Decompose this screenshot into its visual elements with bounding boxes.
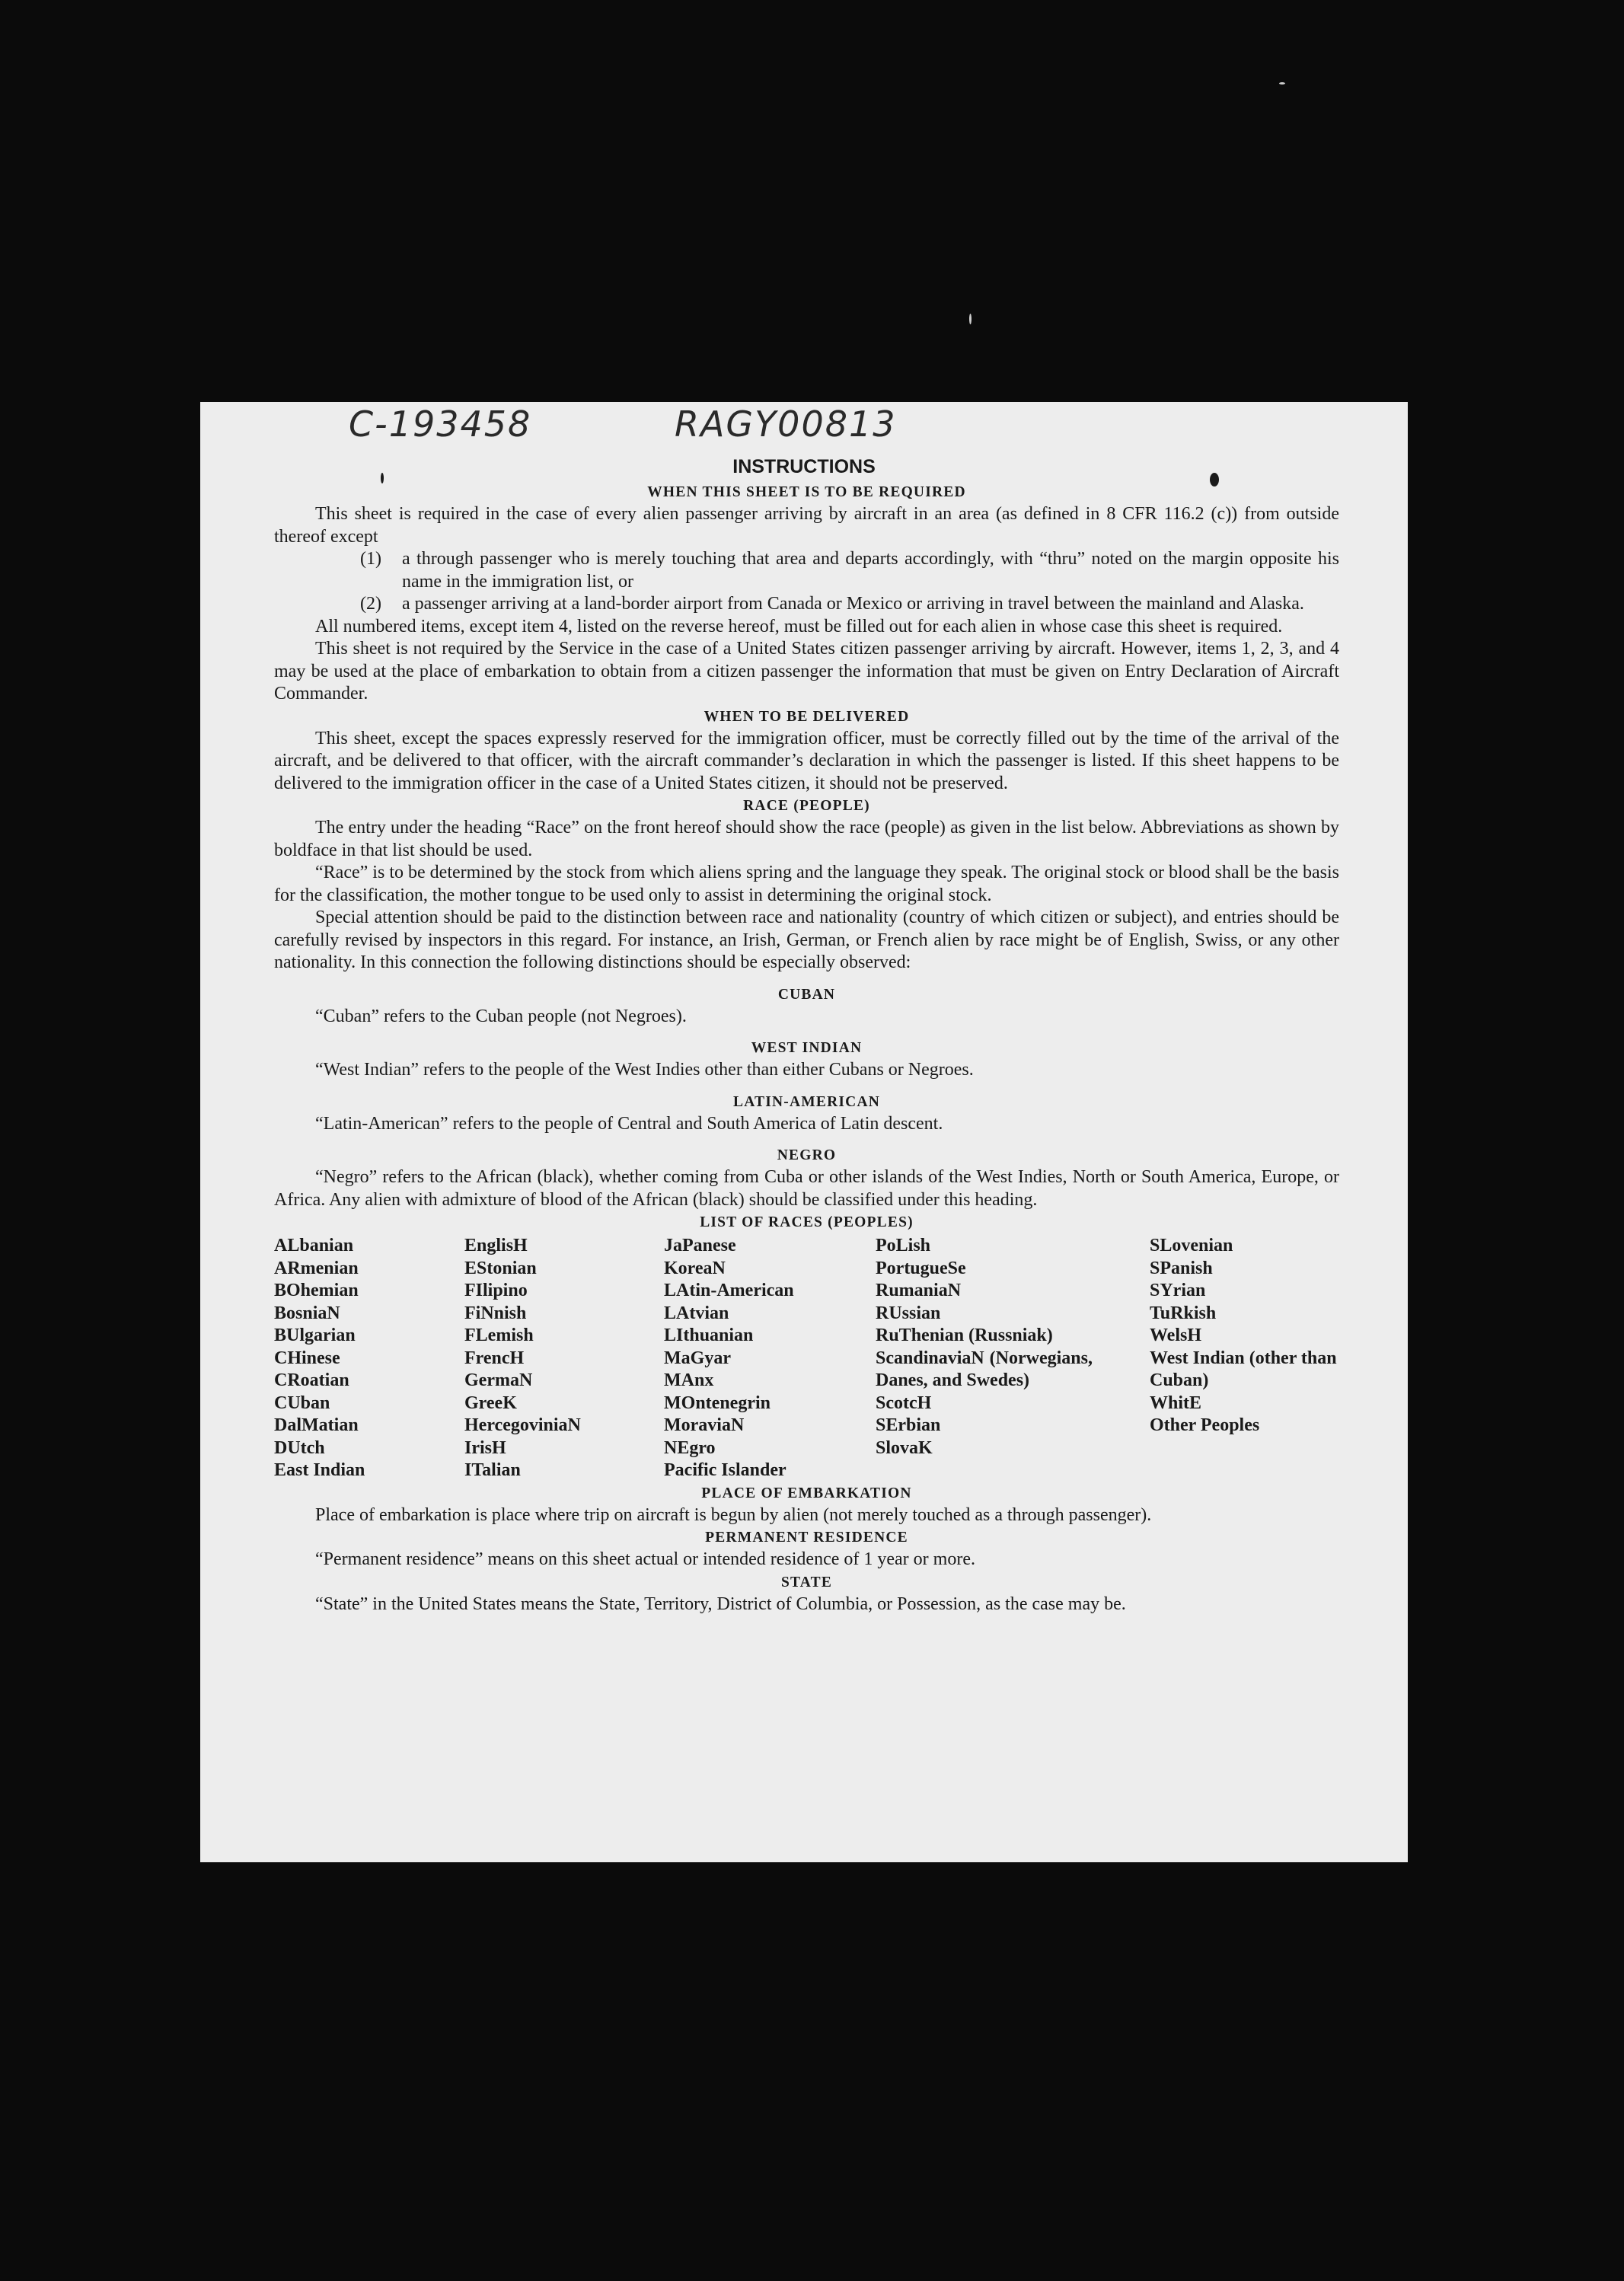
paragraph: Place of embarkation is place where trip on aircraft is begun by alien (not merely touched as a through passenger). xyxy=(315,1504,1152,1525)
race-item: Other Peoples xyxy=(1150,1415,1260,1435)
handwritten-reference-right: RAGY00813 xyxy=(675,404,897,445)
race-item: WelsH xyxy=(1150,1326,1202,1345)
race-item: MOntenegrin xyxy=(664,1393,771,1413)
exception-number: (2) xyxy=(360,594,381,614)
race-item: CRoatian xyxy=(274,1370,349,1390)
race-item: ScotcH xyxy=(876,1393,932,1413)
race-item: BUlgarian xyxy=(274,1326,356,1345)
paragraph: “State” in the United States means the State, Territory, District of Columbia, or Possession, as the case may be. xyxy=(315,1594,1126,1614)
race-item: GermaN xyxy=(464,1370,533,1390)
handwritten-reference-left: C-193458 xyxy=(349,404,532,445)
race-item: HercegoviniaN xyxy=(464,1415,581,1435)
instructions-body xyxy=(274,481,1339,1616)
race-item: TuRkish xyxy=(1150,1303,1217,1323)
section-heading-cuban: CUBAN xyxy=(777,986,836,1003)
exception-item xyxy=(360,593,1339,616)
section-heading-negro: NEGRO xyxy=(777,1147,837,1163)
section-heading-west-indian: WEST INDIAN xyxy=(751,1040,863,1056)
race-item: BosniaN xyxy=(274,1303,340,1323)
section-heading-latin-american: LATIN-AMERICAN xyxy=(732,1093,881,1110)
race-item: ARmenian xyxy=(274,1258,359,1278)
exception-number: (1) xyxy=(360,549,381,569)
race-column xyxy=(1150,1235,1339,1482)
section-heading-race-list: LIST OF RACES (PEOPLES) xyxy=(700,1214,914,1230)
race-item: KoreaN xyxy=(664,1258,726,1278)
exception-text: a through passenger who is merely touching that area and departs accordingly, with “thru” noted on the margin opposite his name in the immigration list, or xyxy=(402,549,1339,592)
race-item: East Indian xyxy=(274,1460,365,1480)
race-item: LAtvian xyxy=(664,1303,729,1323)
race-item: SLovenian xyxy=(1150,1236,1233,1255)
race-item: FrencH xyxy=(464,1348,525,1368)
race-item: FiNnish xyxy=(464,1303,527,1323)
race-item: SlovaK xyxy=(876,1437,933,1458)
paragraph: This sheet is not required by the Service in the case of a United States citizen passenger arriving by aircraft. However, items 1, 2, 3, and 4 may be used at the place of embarkation to obtain from a citizen passenger the information that must be given on Entry Declaration of Aircraft Commander. xyxy=(274,639,1339,703)
race-item: EnglisH xyxy=(464,1236,528,1255)
instruction-sheet xyxy=(200,402,1408,1862)
race-item: CUban xyxy=(274,1393,330,1413)
paragraph: “Latin-American” refers to the people of Central and South America of Latin descent. xyxy=(315,1113,943,1134)
race-item: DUtch xyxy=(274,1437,325,1458)
race-item: PoLish xyxy=(876,1236,931,1255)
race-item: PortugueSe xyxy=(876,1258,966,1278)
race-item: CHinese xyxy=(274,1348,340,1368)
race-item: RUssian xyxy=(876,1303,941,1323)
race-item: MaGyar xyxy=(664,1348,731,1368)
race-item: RuThenian (Russniak) xyxy=(876,1326,1053,1345)
race-item: SPanish xyxy=(1150,1258,1213,1278)
race-item: ALbanian xyxy=(274,1236,354,1255)
race-item: MoraviaN xyxy=(664,1415,745,1435)
race-item: LAtin-American xyxy=(664,1281,794,1300)
race-column xyxy=(274,1235,464,1482)
paragraph: The entry under the heading “Race” on the front hereof should show the race (people) as given in the list below. Abbreviations as shown by boldface in that list should be used. xyxy=(274,818,1339,860)
page-title: INSTRUCTIONS xyxy=(732,456,876,477)
race-item: WhitE xyxy=(1150,1393,1202,1413)
film-speck xyxy=(969,314,972,324)
section-heading-race: RACE (PEOPLE) xyxy=(743,798,870,814)
paragraph: “Cuban” refers to the Cuban people (not Negroes). xyxy=(315,1006,687,1026)
race-column xyxy=(464,1235,664,1482)
paragraph: “Negro” refers to the African (black), whether coming from Cuba or other islands of the West Indies, North or South America, Europe, or Africa. Any alien with admixture of blood of the African (black) should be classified under this heading. xyxy=(274,1167,1339,1210)
section-heading-required: WHEN THIS SHEET IS TO BE REQUIRED xyxy=(647,484,966,500)
race-item: EStonian xyxy=(464,1258,537,1278)
section-heading-residence: PERMANENT RESIDENCE xyxy=(705,1530,908,1546)
race-item: RumaniaN xyxy=(876,1281,962,1300)
section-heading-embarkation: PLACE OF EMBARKATION xyxy=(701,1485,912,1501)
race-item: NEgro xyxy=(664,1437,716,1458)
paragraph: “West Indian” refers to the people of the West Indies other than either Cubans or Negroes. xyxy=(315,1060,974,1080)
race-item: BOhemian xyxy=(274,1281,359,1300)
race-item: FIlipino xyxy=(464,1281,528,1300)
paragraph: This sheet, except the spaces expressly reserved for the immigration officer, must be correctly filled out by the time of the arrival of the aircraft, and be delivered to that officer, with the aircraft commander’s declaration in which the passenger is listed. If this sheet happens to be delivered to the immigration officer in the case of a United States citizen, it should not be preserved. xyxy=(274,728,1339,793)
exception-item xyxy=(360,548,1339,593)
race-column xyxy=(664,1235,876,1482)
race-item: SYrian xyxy=(1150,1281,1206,1300)
race-item: JaPanese xyxy=(664,1236,736,1255)
paragraph: “Permanent residence” means on this sheet actual or intended residence of 1 year or more. xyxy=(315,1549,975,1569)
section-heading-state: STATE xyxy=(780,1574,833,1590)
race-item: ScandinaviaN (Norwegians, Danes, and Swedes) xyxy=(876,1348,1093,1390)
paragraph: This sheet is required in the case of every alien passenger arriving by aircraft in an area (as defined in 8 CFR 116.2 (c)) from outside thereof except xyxy=(274,504,1339,547)
race-column xyxy=(876,1235,1093,1482)
race-item: MAnx xyxy=(664,1370,714,1390)
paragraph: All numbered items, except item 4, listed on the reverse hereof, must be filled out for each alien in whose case this sheet is required. xyxy=(315,616,1283,636)
exception-text: a passenger arriving at a land-border airport from Canada or Mexico or arriving in travel between the mainland and Alaska. xyxy=(402,594,1304,614)
race-item: DalMatian xyxy=(274,1415,359,1435)
race-item: GreeK xyxy=(464,1393,517,1413)
race-item: Pacific Islander xyxy=(664,1460,786,1480)
race-item: ITalian xyxy=(464,1460,521,1480)
race-list xyxy=(274,1235,1339,1482)
race-item: IrisH xyxy=(464,1437,506,1458)
race-item: LIthuanian xyxy=(664,1326,754,1345)
race-item: FLemish xyxy=(464,1326,534,1345)
section-heading-delivered: WHEN TO BE DELIVERED xyxy=(704,708,910,725)
paragraph: “Race” is to be determined by the stock from which aliens spring and the language they speak. The original stock or blood shall be the basis for the classification, the mother tongue to be used only to assist in determining the original stock. xyxy=(274,863,1339,905)
film-speck xyxy=(1279,82,1285,85)
race-item: SErbian xyxy=(876,1415,941,1435)
race-item: West Indian (other than Cuban) xyxy=(1150,1348,1337,1390)
paragraph: Special attention should be paid to the distinction between race and nationality (country of which citizen or subject), and entries should be carefully revised by inspectors in this regard. For instance, an Irish, German, or French alien by race might be of English, Swiss, or any other nationality. In this connection the following distinctions should be especially observed: xyxy=(274,908,1339,972)
